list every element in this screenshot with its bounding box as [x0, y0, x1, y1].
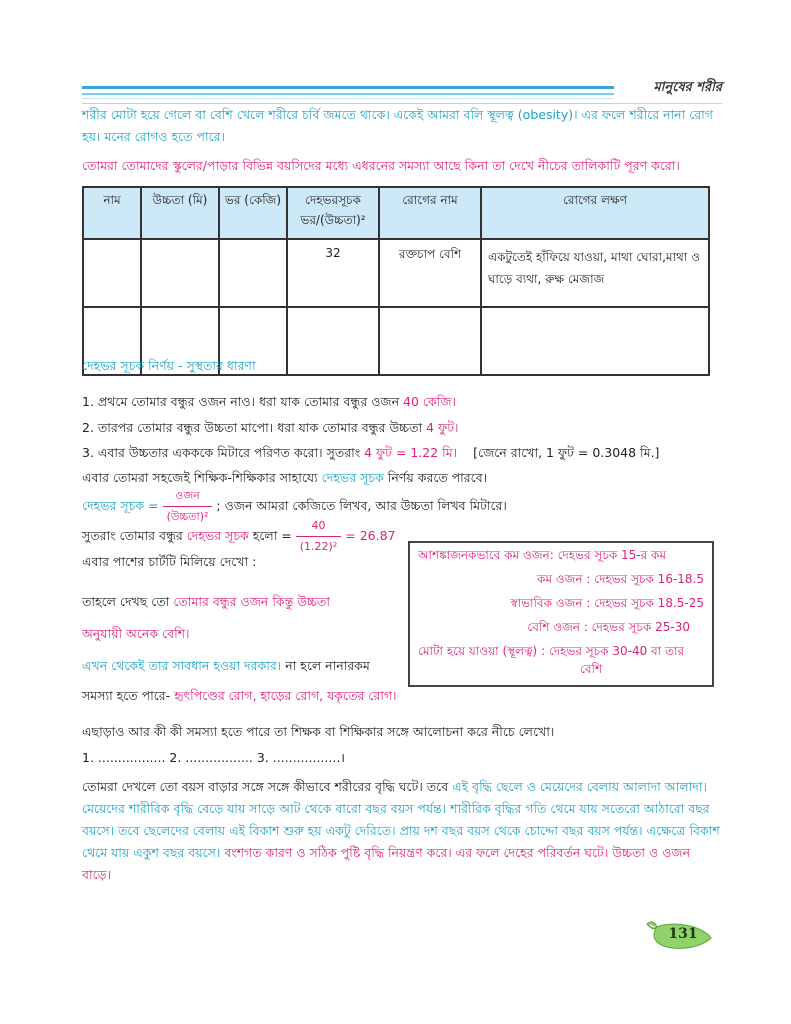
page-number: 131 — [668, 926, 698, 942]
section-title: দেহভর সূচক নির্ণয় - সুস্থতার ধারণা — [82, 358, 256, 373]
col-bmi: দেহভরসূচক ভর/(উচ্চতা)² — [287, 187, 379, 239]
step-1 — [82, 392, 456, 412]
bmi-label: স্বাভাবিক ওজন — [510, 596, 583, 610]
table-header-row — [83, 187, 709, 239]
page-number-leaf — [643, 918, 713, 952]
col-disease: রোগের নাম — [379, 187, 481, 239]
col-name: নাম — [83, 187, 141, 239]
header-rule-mid — [82, 93, 614, 95]
warn-a: এখন থেকেই তার সাবধান হওয়া দরকার। — [82, 658, 282, 673]
calc-result: = 26.87 — [345, 528, 396, 543]
table-cell: 32 — [287, 239, 379, 307]
answer-blanks: 1. ................. 2. ................. 3. .................। — [82, 750, 346, 765]
bmi-label: মোটা হয়ে যাওয়া (স্থূলত্ব) — [418, 644, 538, 658]
closing-c: বংশগত কারণ ও সঠিক পুষ্টি বৃদ্ধি নিয়ন্ত্রণ করে। এর ফলে দেহের পরিবর্তন ঘটে। উচ্চতা ও ওজন বাড়ে। — [82, 845, 691, 882]
table-cell — [141, 239, 219, 307]
header-rule-thick — [82, 86, 614, 89]
step-2 — [82, 418, 459, 438]
calc-denominator: (1.22)² — [299, 540, 338, 553]
closing-paragraph — [82, 776, 722, 886]
bmi-intro-term: দেহভর সূচক — [321, 470, 384, 485]
formula-denominator: (উচ্চতা)² — [166, 510, 209, 523]
table-cell: রক্তচাপ বেশি — [379, 239, 481, 307]
col-symptoms: রোগের লক্ষণ — [481, 187, 709, 239]
step-3 — [82, 443, 659, 463]
concl-a: তাহলে দেখছ তো — [82, 594, 174, 609]
chapter-title: মানুষের শরীর — [653, 80, 722, 95]
warning — [82, 656, 370, 676]
prob-b: হৃৎপিণ্ডের রোগ, হাড়ের রোগ, যকৃতের রোগ। — [174, 688, 397, 703]
step-1-value: 40 কেজি। — [403, 394, 456, 409]
bmi-label: বেশি ওজন — [527, 620, 580, 634]
step-3-note: [জেনে রাখো, 1 ফুট = 0.3048 মি.] — [473, 445, 660, 460]
bmi-row-6: বেশি — [580, 662, 603, 676]
table-cell — [83, 239, 141, 307]
chart-prompt: এবার পাশের চার্টটি মিলিয়ে দেখো : — [82, 554, 257, 569]
formula-label: দেহভর সূচক = — [82, 498, 159, 513]
calc-term: দেহভর সূচক — [186, 528, 249, 543]
col-height: উচ্চতা (মি) — [141, 187, 219, 239]
step-1-text: 1. প্রথমে তোমার বন্ধুর ওজন নাও। ধরা যাক তোমার বন্ধুর ওজন — [82, 394, 404, 409]
calc-c: হলো = — [248, 528, 292, 543]
table-row — [83, 239, 709, 307]
bmi-calculation — [82, 516, 396, 557]
obesity-table — [82, 186, 710, 376]
conclusion-1 — [82, 592, 330, 612]
calc-numerator: 40 — [296, 516, 342, 537]
calc-a: সুতরাং তোমার বন্ধুর — [82, 528, 187, 543]
bmi-value: : দেহভর সূচক 30-40 বা তার — [541, 644, 685, 658]
bmi-intro — [82, 468, 487, 488]
closing-a: তোমরা দেখলে তো বয়স বাড়ার সঙ্গে সঙ্গে কীভাবে শরীরের বৃদ্ধি ঘটে। তবে — [82, 779, 453, 794]
concl-b: তোমার বন্ধুর ওজন কিন্তু উচ্চতা — [173, 594, 331, 609]
bmi-row-3 — [510, 595, 704, 615]
bmi-value: : দেহভর সূচক 16-18.5 — [586, 572, 704, 586]
conclusion-2: অনুযায়ী অনেক বেশি। — [82, 626, 190, 641]
step-3-text: 3. এবার উচ্চতার একককে মিটারে পরিণত করো। সুতরাং — [82, 445, 365, 460]
bmi-value: : দেহভর সূচক 15-র কম — [549, 548, 667, 562]
bmi-value: : দেহভর সূচক 18.5-25 — [586, 596, 704, 610]
step-2-text: 2. তারপর তোমার বন্ধুর উচ্চতা মাপো। ধরা যাক তোমার বন্ধুর উচ্চতা — [82, 420, 427, 435]
discussion-prompt: এছাড়াও আর কী কী সমস্যা হতে পারে তা শিক্ষক বা শিক্ষিকার সঙ্গে আলোচনা করে নীচে লেখো। — [82, 724, 555, 739]
step-3-value: 4 ফুট = 1.22 মি। — [364, 445, 458, 460]
bmi-intro-a: এবার তোমরা সহজেই শিক্ষিক-শিক্ষিকার সাহায্যে — [82, 470, 322, 485]
table-instruction: তোমরা তোমাদের স্কুলের/পাড়ার বিভিন্ন বয়সিদের মধ্যে এধরনের সমস্যা আছে কিনা তা দেখে নীচের তালিকাটি পূরণ করো। — [82, 158, 680, 173]
bmi-row-2 — [537, 571, 704, 591]
bmi-value: : দেহভর সূচক 25-30 — [583, 620, 690, 634]
bmi-row-5 — [418, 643, 684, 663]
formula-numerator: ওজন — [163, 486, 213, 507]
bmi-row-1 — [418, 547, 666, 567]
formula-note: ; ওজন আমরা কেজিতে লিখব, আর উচ্চতা লিখব মিটারে। — [216, 498, 507, 513]
bmi-label: কম ওজন — [536, 572, 583, 586]
bmi-row-4 — [527, 619, 690, 639]
table-cell: একটুতেই হাঁফিয়ে যাওয়া, মাথা ঘোরা,মাথা ও ঘাড়ে ব্যথা, রুক্ষ মেজাজ — [481, 239, 709, 307]
problems — [82, 686, 397, 706]
warn-b: না হলে নানারকম — [281, 658, 370, 673]
col-weight: ভর (কেজি) — [219, 187, 287, 239]
table-cell — [287, 307, 379, 375]
table-cell — [219, 239, 287, 307]
bmi-chart-box — [408, 541, 714, 687]
table-cell — [379, 307, 481, 375]
header-rule-thin — [82, 98, 614, 99]
calc-fraction — [296, 516, 342, 557]
prob-a: সমস্যা হতে পারে- — [82, 688, 175, 703]
bmi-intro-c: নির্ণয় করতে পারবে। — [383, 470, 488, 485]
step-2-value: 4 ফুট। — [426, 420, 459, 435]
closing-b: এই বৃদ্ধি ছেলে ও মেয়েদের বেলায় আলাদা আলাদা। মেয়েদের শারীরিক বৃদ্ধি বেড়ে যায় সাড়ে আট থেকে বারো বছর বয়স পর্যন্ত। শারীরিক বৃদ্ধির গতি থেমে যায় সতেরো আঠারো বছর বয়সে। তবে ছেলেদের বেলায় এই বিকাশ শুরু হয় একটু দেরিতে। প্রায় দশ বছর বয়স থেকে চোদ্দো বছর বয়স পর্যন্ত। এক্ষেত্রে বিকাশ থেমে যায় একুশ বছর বয়সে। — [82, 779, 720, 860]
table-cell — [481, 307, 709, 375]
intro-paragraph: শরীর মোটা হয়ে গেলে বা বেশি খেলে শরীরে চর্বি জমতে থাকে। একেই আমরা বলি স্থূলত্ব (obesity)। এর ফলে শরীরে নানা রোগ হয়। মনের রোগও হতে পারে। — [82, 107, 713, 144]
bmi-label: আশঙ্কাজনকভাবে কম ওজন — [418, 548, 550, 562]
